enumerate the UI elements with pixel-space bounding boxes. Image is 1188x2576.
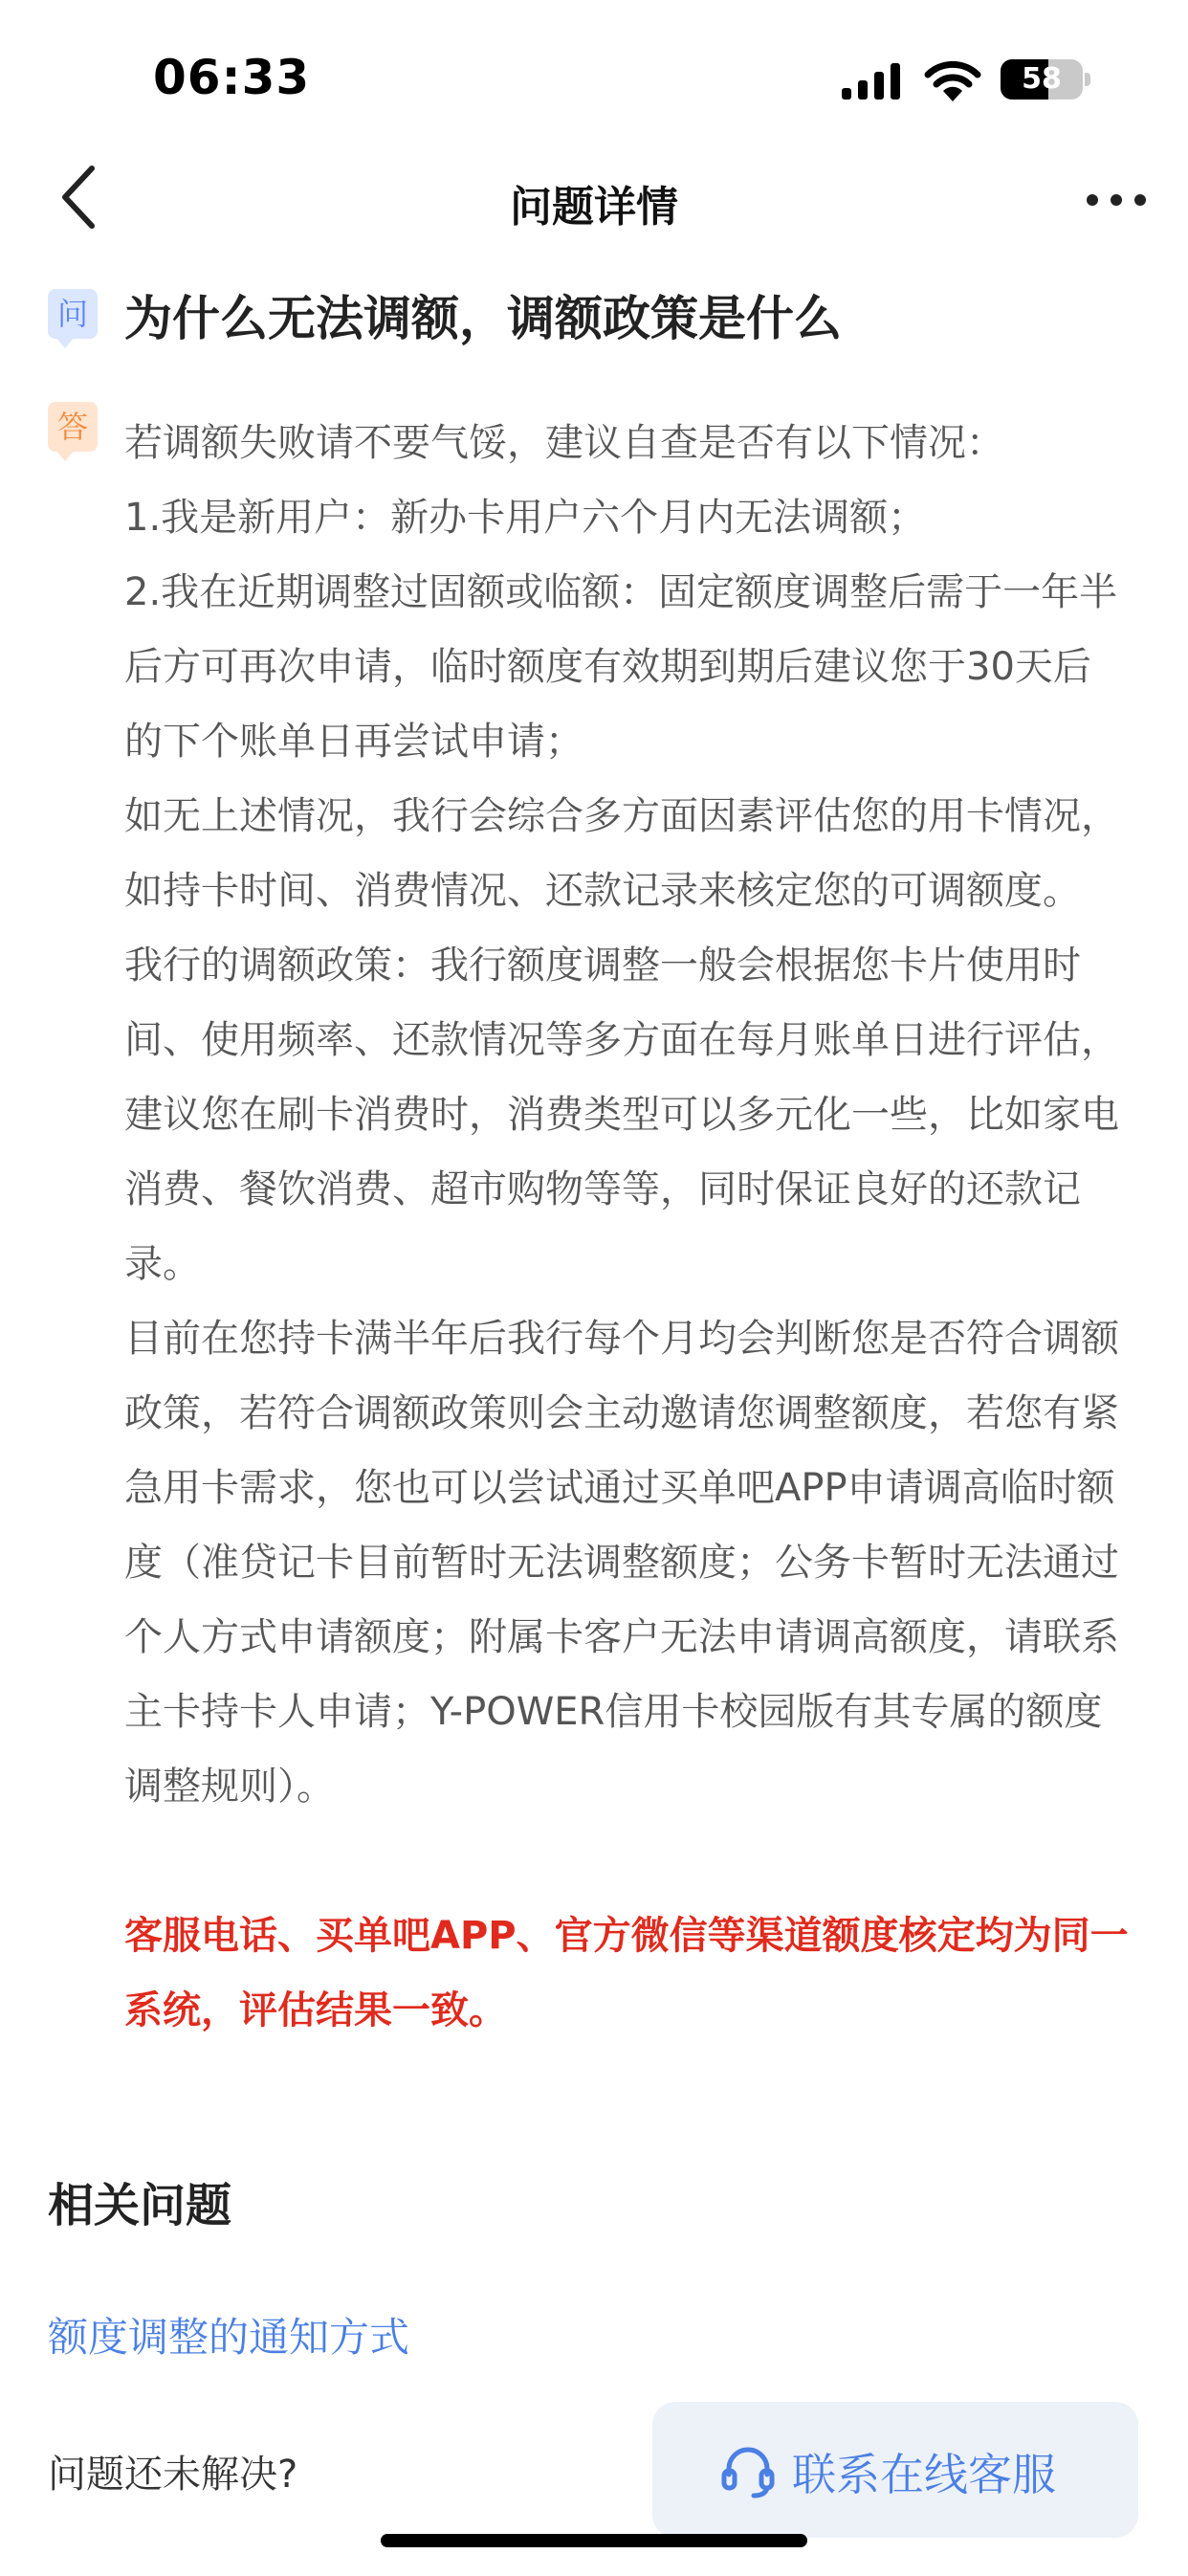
battery-level: 58 xyxy=(1022,62,1062,96)
cellular-signal-icon xyxy=(842,63,901,100)
more-dots-icon[interactable] xyxy=(1083,176,1150,224)
question-badge: 问 xyxy=(48,289,98,339)
related-questions-title: 相关问题 xyxy=(48,2179,232,2232)
answer-paragraph: 我行的调额政策：我行额度调整一般会根据您卡片使用时间、使用频率、还款情况等多方面在每月账单日进行评估，建议您在刷卡消费时，消费类型可以多元化一些，比如家电消费、餐饮消费、超市购物等等，同时保证良好的还款记录。 xyxy=(124,944,1119,1286)
status-time: 06:33 xyxy=(153,50,311,105)
answer-paragraph: 2.我在近期调整过固额或临额：固定额度调整后需于一年半后方可再次申请，临时额度有效期到期后建议您于30天后的下个账单日再尝试申请； xyxy=(124,570,1118,764)
headset-icon xyxy=(719,2442,777,2499)
answer-badge: 答 xyxy=(48,402,98,452)
nav-bar xyxy=(0,144,1188,258)
answer-body xyxy=(124,406,1129,2048)
answer-paragraph: 目前在您持卡满半年后我行每个月均会判断您是否符合调额政策，若符合调额政策则会主动邀请您调整额度，若您有紧急用卡需求，您也可以尝试通过买单吧APP申请调高临时额度（准贷记卡目前暂时无法调整额度；公务卡暂时无法通过个人方式申请额度；附属卡客户无法申请调高额度，请联系主卡持卡人申请；Y-POWER信用卡校园版有其专属的额度调整规则）。 xyxy=(124,1317,1119,1809)
status-bar xyxy=(0,0,1188,144)
wifi-icon xyxy=(924,59,981,101)
answer-paragraph: 若调额失败请不要气馁，建议自查是否有以下情况： xyxy=(124,421,1004,465)
home-indicator[interactable] xyxy=(381,2534,807,2547)
answer-emphasis: 客服电话、买单吧APP、官方微信等渠道额度核定均为同一系统，评估结果一致。 xyxy=(124,1914,1129,2032)
battery-tip xyxy=(1085,73,1090,86)
unresolved-label: 问题还未解决? xyxy=(48,2453,298,2497)
question-title: 为什么无法调额，调额政策是什么 xyxy=(124,291,842,346)
answer-paragraph: 如无上述情况，我行会综合多方面因素评估您的用卡情况，如持卡时间、消费情况、还款记录来核定您的可调额度。 xyxy=(124,794,1119,913)
related-question-link[interactable]: 额度调整的通知方式 xyxy=(48,2314,410,2361)
contact-online-service-button[interactable] xyxy=(652,2402,1138,2538)
answer-paragraph: 1.我是新用户：新办卡用户六个月内无法调额； xyxy=(124,496,927,540)
contact-button-label: 联系在线客服 xyxy=(792,2449,1056,2500)
page-title: 问题详情 xyxy=(510,183,678,232)
battery-icon xyxy=(1001,59,1083,100)
